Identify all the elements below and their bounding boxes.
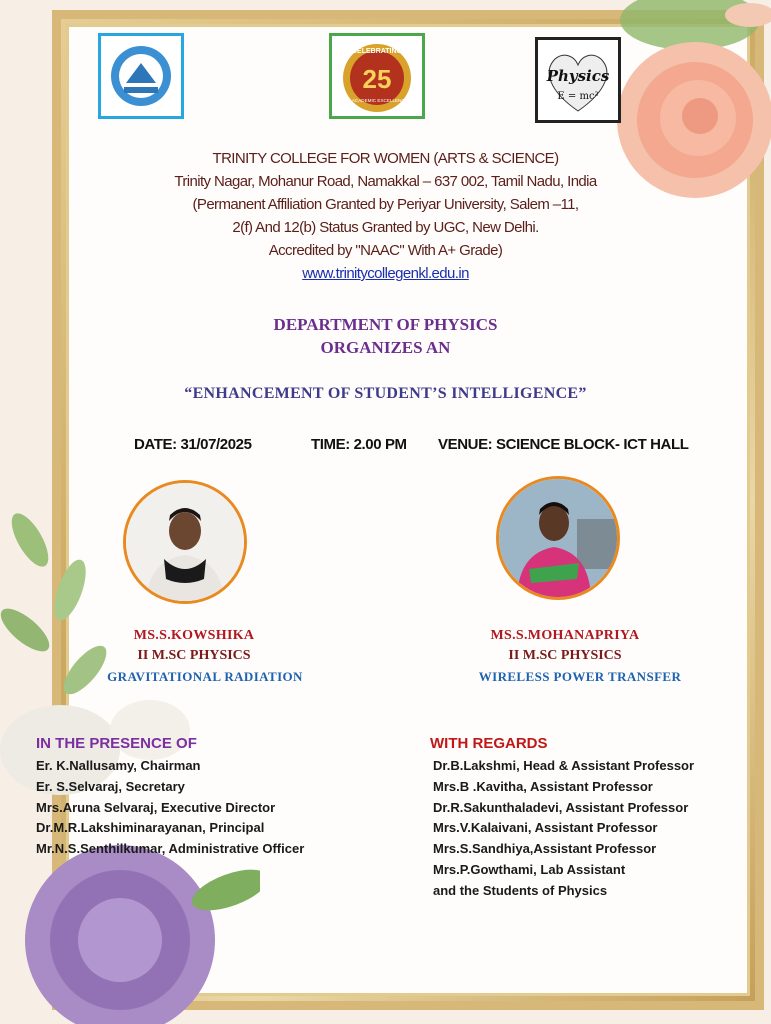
silver-jubilee-logo <box>329 33 425 119</box>
physics-logo <box>535 37 621 123</box>
organizes-line: ORGANIZES AN <box>320 338 451 357</box>
list-item: Mr.N.S.Senthilkumar, Administrative Officer <box>36 841 305 857</box>
speaker-photo-1 <box>123 480 247 604</box>
speaker-1-topic: GRAVITATIONAL RADIATION <box>107 669 303 684</box>
list-item: Mrs.S.Sandhiya,Assistant Professor <box>433 841 657 857</box>
list-item: Dr.B.Lakshmi, Head & Assistant Professor <box>433 758 695 773</box>
college-status: 2(f) And 12(b) Status Granted by UGC, New Delhi. <box>232 219 539 236</box>
physics-logo-text: Physics <box>546 67 610 85</box>
list-item: Er. K.Nallusamy, Chairman <box>36 758 201 773</box>
presence-list <box>36 756 304 860</box>
jubilee-celebrating-text: CELEBRATING <box>351 48 403 55</box>
event-date: DATE: 31/07/2025 <box>134 436 252 453</box>
jubilee-emblem-icon <box>334 38 420 114</box>
list-item: Er. S.Selvaraj, Secretary <box>36 778 185 794</box>
speaker-2-name: MS.S.MOHANAPRIYA <box>490 628 640 643</box>
person-icon <box>499 479 617 597</box>
event-venue: VENUE: SCIENCE BLOCK- ICT HALL <box>438 436 689 453</box>
speaker-1-class: II M.SC PHYSICS <box>137 648 251 663</box>
regards-list <box>433 756 694 902</box>
list-item: Dr.R.Sakunthaladevi, Assistant Professor <box>433 799 689 815</box>
college-name: TRINITY COLLEGE FOR WOMEN (ARTS & SCIENCE) <box>212 150 559 167</box>
list-item: Dr.M.R.Lakshiminarayanan, Principal <box>36 820 265 836</box>
department-line: DEPARTMENT OF PHYSICS <box>273 315 498 334</box>
college-accreditation: Accredited by "NAAC" With A+ Grade) <box>268 242 503 259</box>
college-logo <box>98 33 184 119</box>
speaker-photo-2 <box>496 476 620 600</box>
jubilee-years-text: 25 <box>362 64 392 94</box>
list-item: Mrs.B .Kavitha, Assistant Professor <box>433 778 653 794</box>
college-emblem-icon <box>108 43 174 109</box>
physics-formula-text: E = mc² <box>557 91 599 102</box>
list-item: and the Students of Physics <box>433 882 608 898</box>
speaker-1-name: MS.S.KOWSHIKA <box>133 628 255 643</box>
event-title: “ENHANCEMENT OF STUDENT’S INTELLIGENCE” <box>184 385 587 402</box>
speaker-2-topic: WIRELESS POWER TRANSFER <box>478 669 682 684</box>
event-time: TIME: 2.00 PM <box>311 436 407 453</box>
list-item: Mrs.Aruna Selvaraj, Executive Director <box>36 799 276 815</box>
list-item: Mrs.V.Kalaivani, Assistant Professor <box>433 820 658 836</box>
person-icon <box>126 483 244 601</box>
presence-heading: IN THE PRESENCE OF <box>36 735 197 752</box>
jubilee-excellence-text: IN ACADEMIC EXCELLENCE <box>346 98 408 103</box>
physics-emblem-icon <box>539 41 617 119</box>
list-item: Mrs.P.Gowthami, Lab Assistant <box>433 861 626 877</box>
college-affiliation: (Permanent Affiliation Granted by Periyar University, Salem –11, <box>192 196 579 213</box>
regards-heading: WITH REGARDS <box>430 735 548 752</box>
speaker-2-class: II M.SC PHYSICS <box>508 648 622 663</box>
college-address: Trinity Nagar, Mohanur Road, Namakkal – 637 002, Tamil Nadu, India <box>174 173 597 190</box>
college-website-link[interactable]: www.trinitycollegenkl.edu.in <box>302 265 469 282</box>
